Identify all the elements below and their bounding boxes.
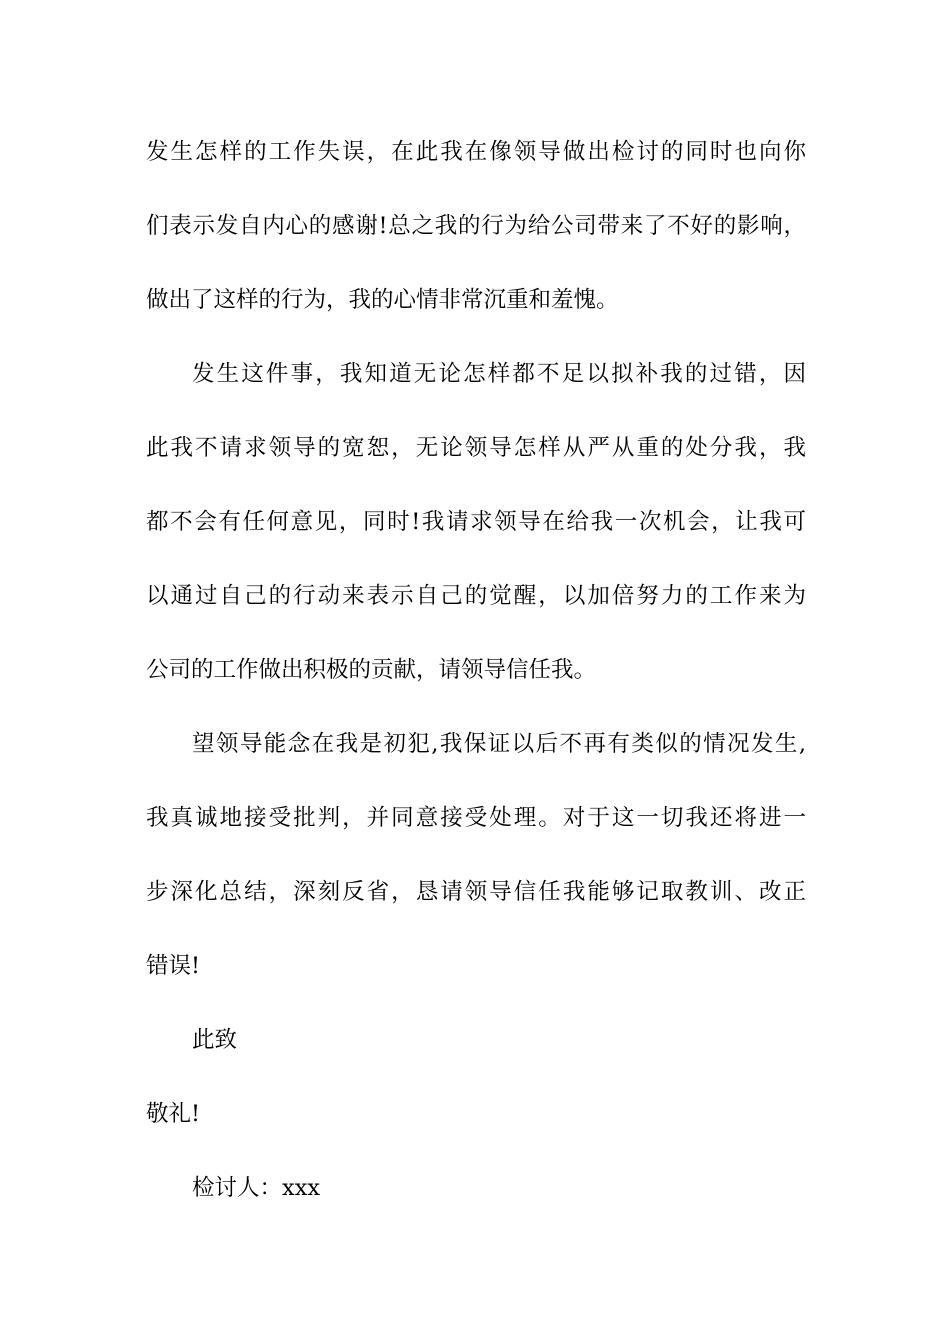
text-line: 步深化总结，深刻反省，恳请领导信任我能够记取教训、改正 bbox=[146, 879, 806, 905]
text-line: 做出了这样的行为，我的心情非常沉重和羞愧。 bbox=[146, 287, 619, 313]
closing-regards: 敬礼! bbox=[146, 1101, 201, 1127]
text-line: 此我不请求领导的宽恕，无论领导怎样从严从重的处分我，我 bbox=[146, 435, 806, 461]
text-line: 们表示发自内心的感谢!总之我的行为给公司带来了不好的影响， bbox=[146, 213, 806, 239]
letter-body bbox=[146, 132, 806, 1242]
text-line: 我真诚地接受批判，并同意接受处理。对于这一切我还将进一 bbox=[146, 805, 806, 831]
text-line: 都不会有任何意见，同时!我请求领导在给我一次机会，让我可 bbox=[146, 509, 806, 535]
text-line: 以通过自己的行动来表示自己的觉醒，以加倍努力的工作来为 bbox=[146, 583, 806, 609]
text-line: 望领导能念在我是初犯,我保证以后不再有类似的情况发生, bbox=[192, 731, 806, 757]
text-line: 错误! bbox=[146, 953, 201, 979]
text-line: 发生这件事，我知道无论怎样都不足以拟补我的过错，因 bbox=[192, 361, 806, 387]
closing-salutation: 此致 bbox=[192, 1027, 238, 1053]
text-line: 发生怎样的工作失误，在此我在像领导做出检讨的同时也向你 bbox=[146, 139, 806, 165]
signature-line: 检讨人：xxx bbox=[192, 1175, 321, 1201]
text-line: 公司的工作做出积极的贡献，请领导信任我。 bbox=[146, 657, 597, 683]
